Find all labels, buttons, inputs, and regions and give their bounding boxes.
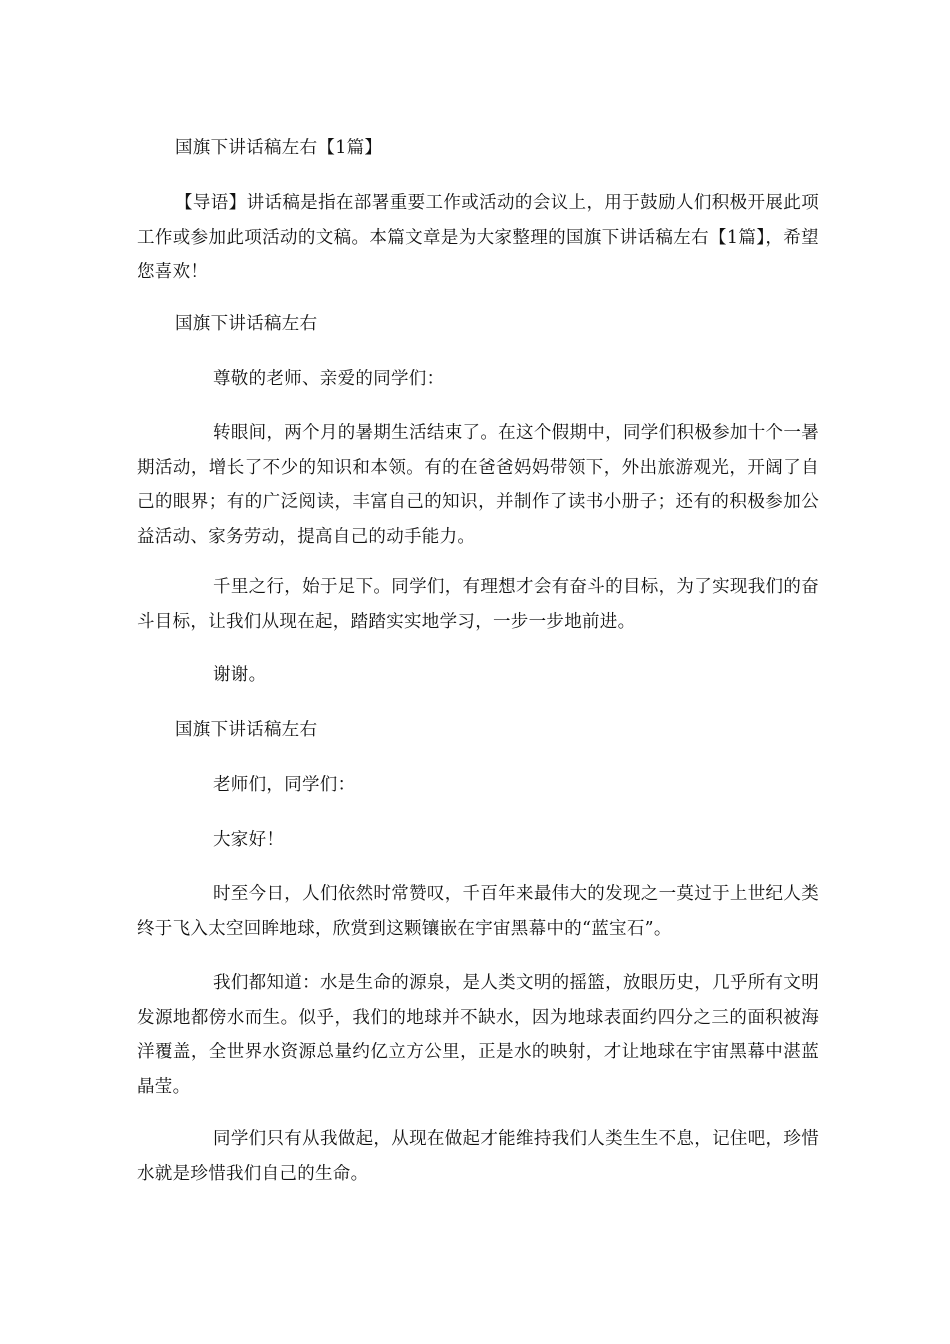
section2-hello: 大家好！ <box>213 830 285 850</box>
section2-greeting: 老师们，同学们： <box>213 775 356 795</box>
section1-closing: 谢谢。 <box>213 665 267 685</box>
section1-paragraph-1: 转眼间，两个月的暑期生活结束了。在这个假期中，同学们积极参加十个一暑期活动，增长了不少的知识和本领。有的在爸爸妈妈带领下，外出旅游观光，开阔了自己的眼界；有的广泛阅读，丰富自己的知识，并制作了读书小册子；还有的积极参加公益活动、家务劳动，提高自己的动手能力。 <box>137 423 819 547</box>
section1-greeting: 尊敬的老师、亲爱的同学们： <box>213 369 445 389</box>
section1-paragraph-2: 千里之行，始于足下。同学们，有理想才会有奋斗的目标，为了实现我们的奋斗目标，让我们从现在起，踏踏实实地学习，一步一步地前进。 <box>137 577 819 632</box>
section2-paragraph-1: 时至今日，人们依然时常赞叹，千百年来最伟大的发现之一莫过于上世纪人类终于飞入太空回眸地球，欣赏到这颗镶嵌在宇宙黑幕中的“蓝宝石”。 <box>137 884 819 939</box>
section2-heading: 国旗下讲话稿左右 <box>175 720 318 740</box>
section2-paragraph-2: 我们都知道：水是生命的源泉，是人类文明的摇篮，放眼历史，几乎所有文明发源地都傍水而生。似乎，我们的地球并不缺水，因为地球表面约四分之三的面积被海洋覆盖，全世界水资源总量约亿立方公里，正是水的映射，才让地球在宇宙黑幕中湛蓝晶莹。 <box>137 973 819 1097</box>
section1-heading: 国旗下讲话稿左右 <box>175 314 318 334</box>
section2-paragraph-3: 同学们只有从我做起，从现在做起才能维持我们人类生生不息，记住吧，珍惜水就是珍惜我们自己的生命。 <box>137 1129 819 1184</box>
document-title: 国旗下讲话稿左右【1篇】 <box>175 138 383 158</box>
intro-paragraph: 【导语】讲话稿是指在部署重要工作或活动的会议上，用于鼓励人们积极开展此项工作或参加此项活动的文稿。本篇文章是为大家整理的国旗下讲话稿左右【1篇】，希望您喜欢！ <box>137 193 819 282</box>
